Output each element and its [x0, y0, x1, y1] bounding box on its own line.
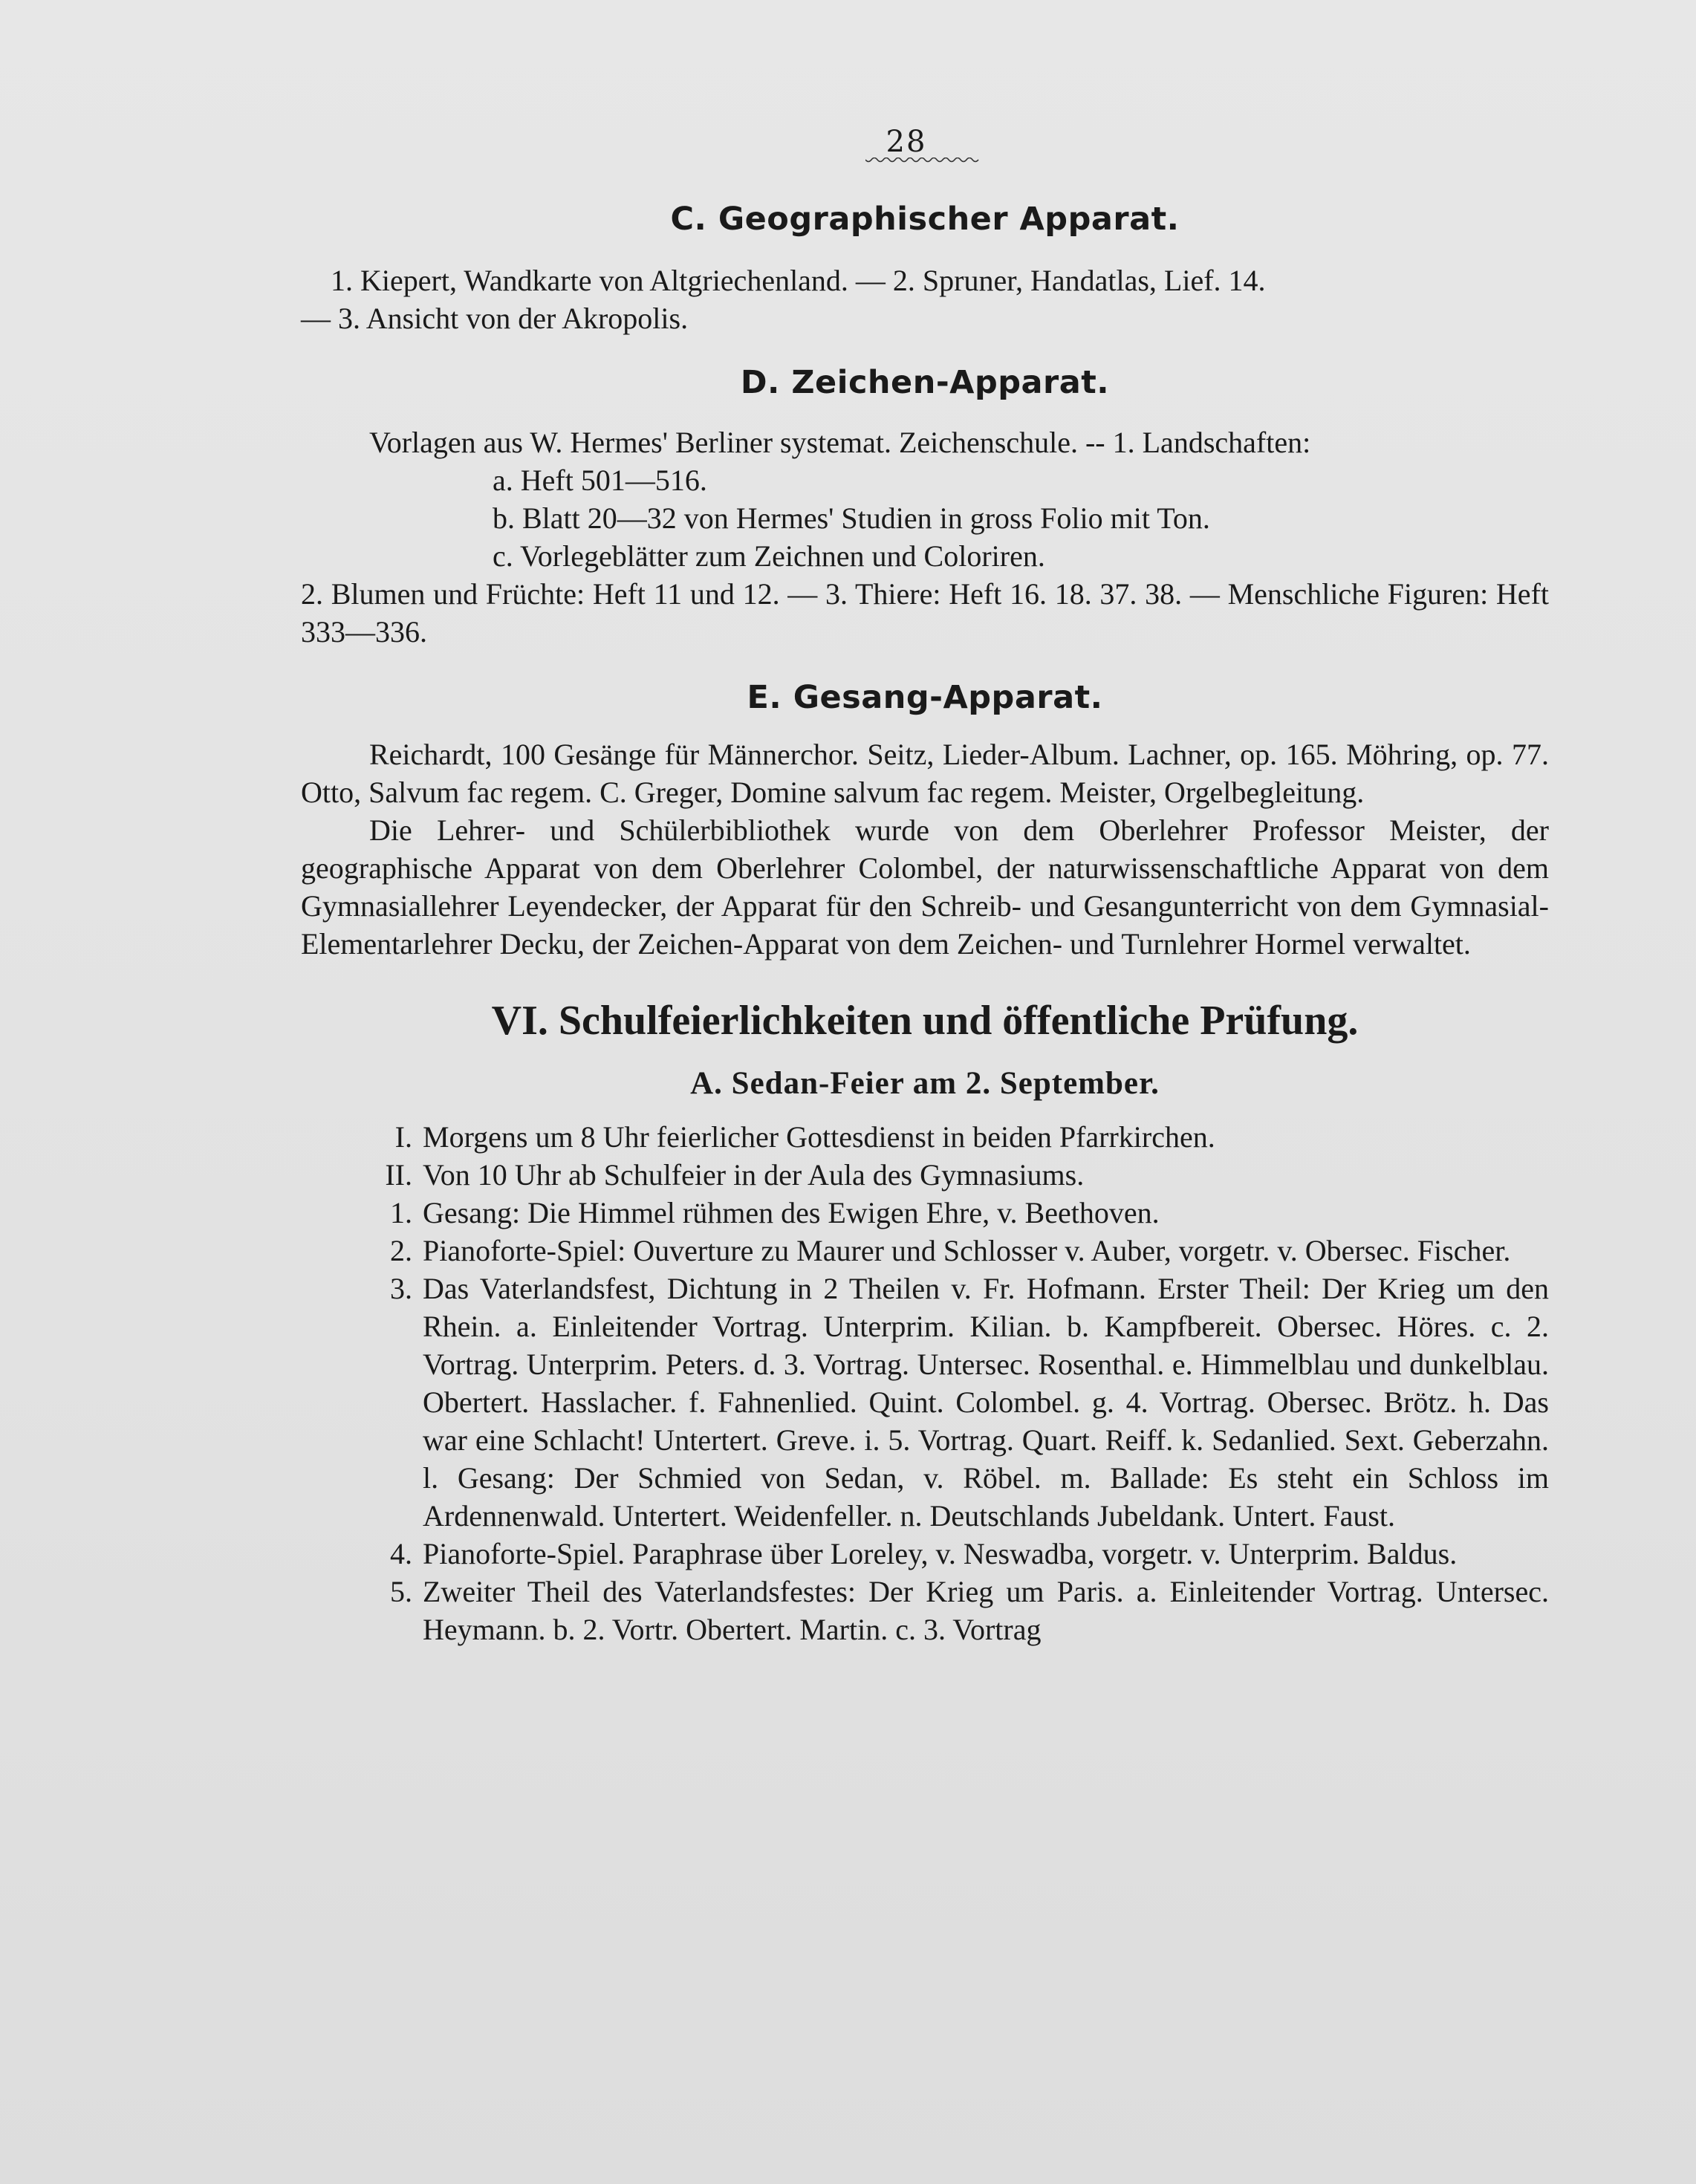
- list-item-number: II.: [385, 1158, 412, 1192]
- list-item-text: Pianoforte-Spiel: Ouverture zu Maurer und Schlosser v. Auber, vorgetr. v. Obersec. Fischer.: [423, 1234, 1511, 1267]
- list-item-text: Gesang: Die Himmel rühmen des Ewigen Ehre, v. Beethoven.: [423, 1196, 1160, 1229]
- list-item-number: 4.: [390, 1537, 412, 1570]
- list-item: [301, 1232, 1549, 1270]
- list-item-number: 1.: [390, 1196, 412, 1229]
- list-item: [301, 1535, 1549, 1573]
- list-item: [301, 1118, 1549, 1156]
- section-d-item-c: c. Vorlegeblätter zum Zeichnen und Coloriren.: [493, 539, 1045, 573]
- list-item-text: Von 10 Uhr ab Schulfeier in der Aula des Gymnasiums.: [423, 1158, 1085, 1192]
- section-c-line-1: 1. Kiepert, Wandkarte von Altgriechenland. — 2. Spruner, Handatlas, Lief. 14.: [331, 264, 1266, 297]
- list-item-number: I.: [394, 1120, 412, 1154]
- heading-geographischer-apparat: C. Geographischer Apparat.: [670, 201, 1180, 238]
- heading-sedan-feier: A. Sedan-Feier am 2. September.: [690, 1066, 1160, 1101]
- section-d-item-b: b. Blatt 20—32 von Hermes' Studien in gross Folio mit Ton.: [493, 501, 1210, 535]
- list-item-number: 5.: [390, 1575, 412, 1608]
- section-e-paragraph-1: Reichardt, 100 Gesänge für Männerchor. Seitz, Lieder-Album. Lachner, op. 165. Möhring, op. 77. Otto, Salvum fac regem. C. Greger, Domine salvum fac regem. Meister, Orgelbegleitung.: [301, 738, 1549, 809]
- list-item: [301, 1270, 1549, 1535]
- list-item-text: Morgens um 8 Uhr feierlicher Gottesdienst in beiden Pfarrkirchen.: [423, 1120, 1215, 1154]
- list-item-text: Pianoforte-Spiel. Paraphrase über Loreley, v. Neswadba, vorgetr. v. Unterprim. Baldus.: [423, 1537, 1458, 1570]
- section-d-intro: Vorlagen aus W. Hermes' Berliner systemat. Zeichenschule. -- 1. Landschaften:: [369, 426, 1311, 459]
- list-item-text: Zweiter Theil des Vaterlandsfestes: Der Krieg um Paris. a. Einleitender Vortrag. Untersec. Heymann. b. 2. Vortr. Obertert. Martin. c. 3. Vortrag: [423, 1575, 1549, 1646]
- page-number: 28: [886, 125, 927, 159]
- section-d-line-2: 2. Blumen und Früchte: Heft 11 und 12. — 3. Thiere: Heft 16. 18. 37. 38. — Menschliche Figuren: Heft 333—336.: [301, 577, 1549, 649]
- list-item-text: Das Vaterlandsfest, Dichtung in 2 Theilen v. Fr. Hofmann. Erster Theil: Der Krieg um den Rhein. a. Einleitender Vortrag. Unterprim. Kilian. b. Kampfbereit. Obersec. Höres. c. 2. Vortrag. Unterprim. Peters. d. 3. Vortrag. Untersec. Rosenthal. e. Himmelblau und dunkelblau. Obertert. Hasslacher. f. Fahnenlied. Quint. Colombel. g. 4. Vortrag. Obersec. Brötz. h. Das war eine Schlacht! Untertert. Greve. i. 5. Vortrag. Quart. Reiff. k. Sedanlied. Sext. Geberzahn. l. Gesang: Der Schmied von Sedan, v. Röbel. m. Ballade: Es steht ein Schloss im Ardennenwald. Untertert. Weidenfeller. n. Deutschlands Jubeldank. Untert. Faust.: [423, 1272, 1549, 1533]
- heading-zeichen-apparat: D. Zeichen-Apparat.: [740, 364, 1110, 401]
- page-content: [301, 201, 1549, 1648]
- list-item: [301, 1573, 1549, 1648]
- list-item: [301, 1194, 1549, 1232]
- section-c-line-2: — 3. Ansicht von der Akropolis.: [301, 302, 689, 335]
- list-item-number: 2.: [390, 1234, 412, 1267]
- list-item: [301, 1156, 1549, 1194]
- heading-gesang-apparat: E. Gesang-Apparat.: [747, 679, 1103, 716]
- sedan-feier-programme-list: [301, 1118, 1549, 1648]
- page-number-ornament: [865, 157, 981, 165]
- heading-schulfeierlichkeiten: VI. Schulfeierlichkeiten und öffentliche Prüfung.: [491, 998, 1359, 1044]
- section-e-paragraph-2: Die Lehrer- und Schülerbibliothek wurde von dem Oberlehrer Professor Meister, der geographische Apparat von dem Oberlehrer Colombel, der naturwissenschaftliche Apparat von dem Gymnasiallehrer Leyendecker, der Apparat für den Schreib- und Gesangunterricht von dem Gymnasial-Elementarlehrer Decku, der Zeichen-Apparat von dem Zeichen- und Turnlehrer Hormel verwaltet.: [301, 813, 1549, 961]
- list-item-number: 3.: [390, 1272, 412, 1305]
- section-d-item-a: a. Heft 501—516.: [493, 464, 707, 497]
